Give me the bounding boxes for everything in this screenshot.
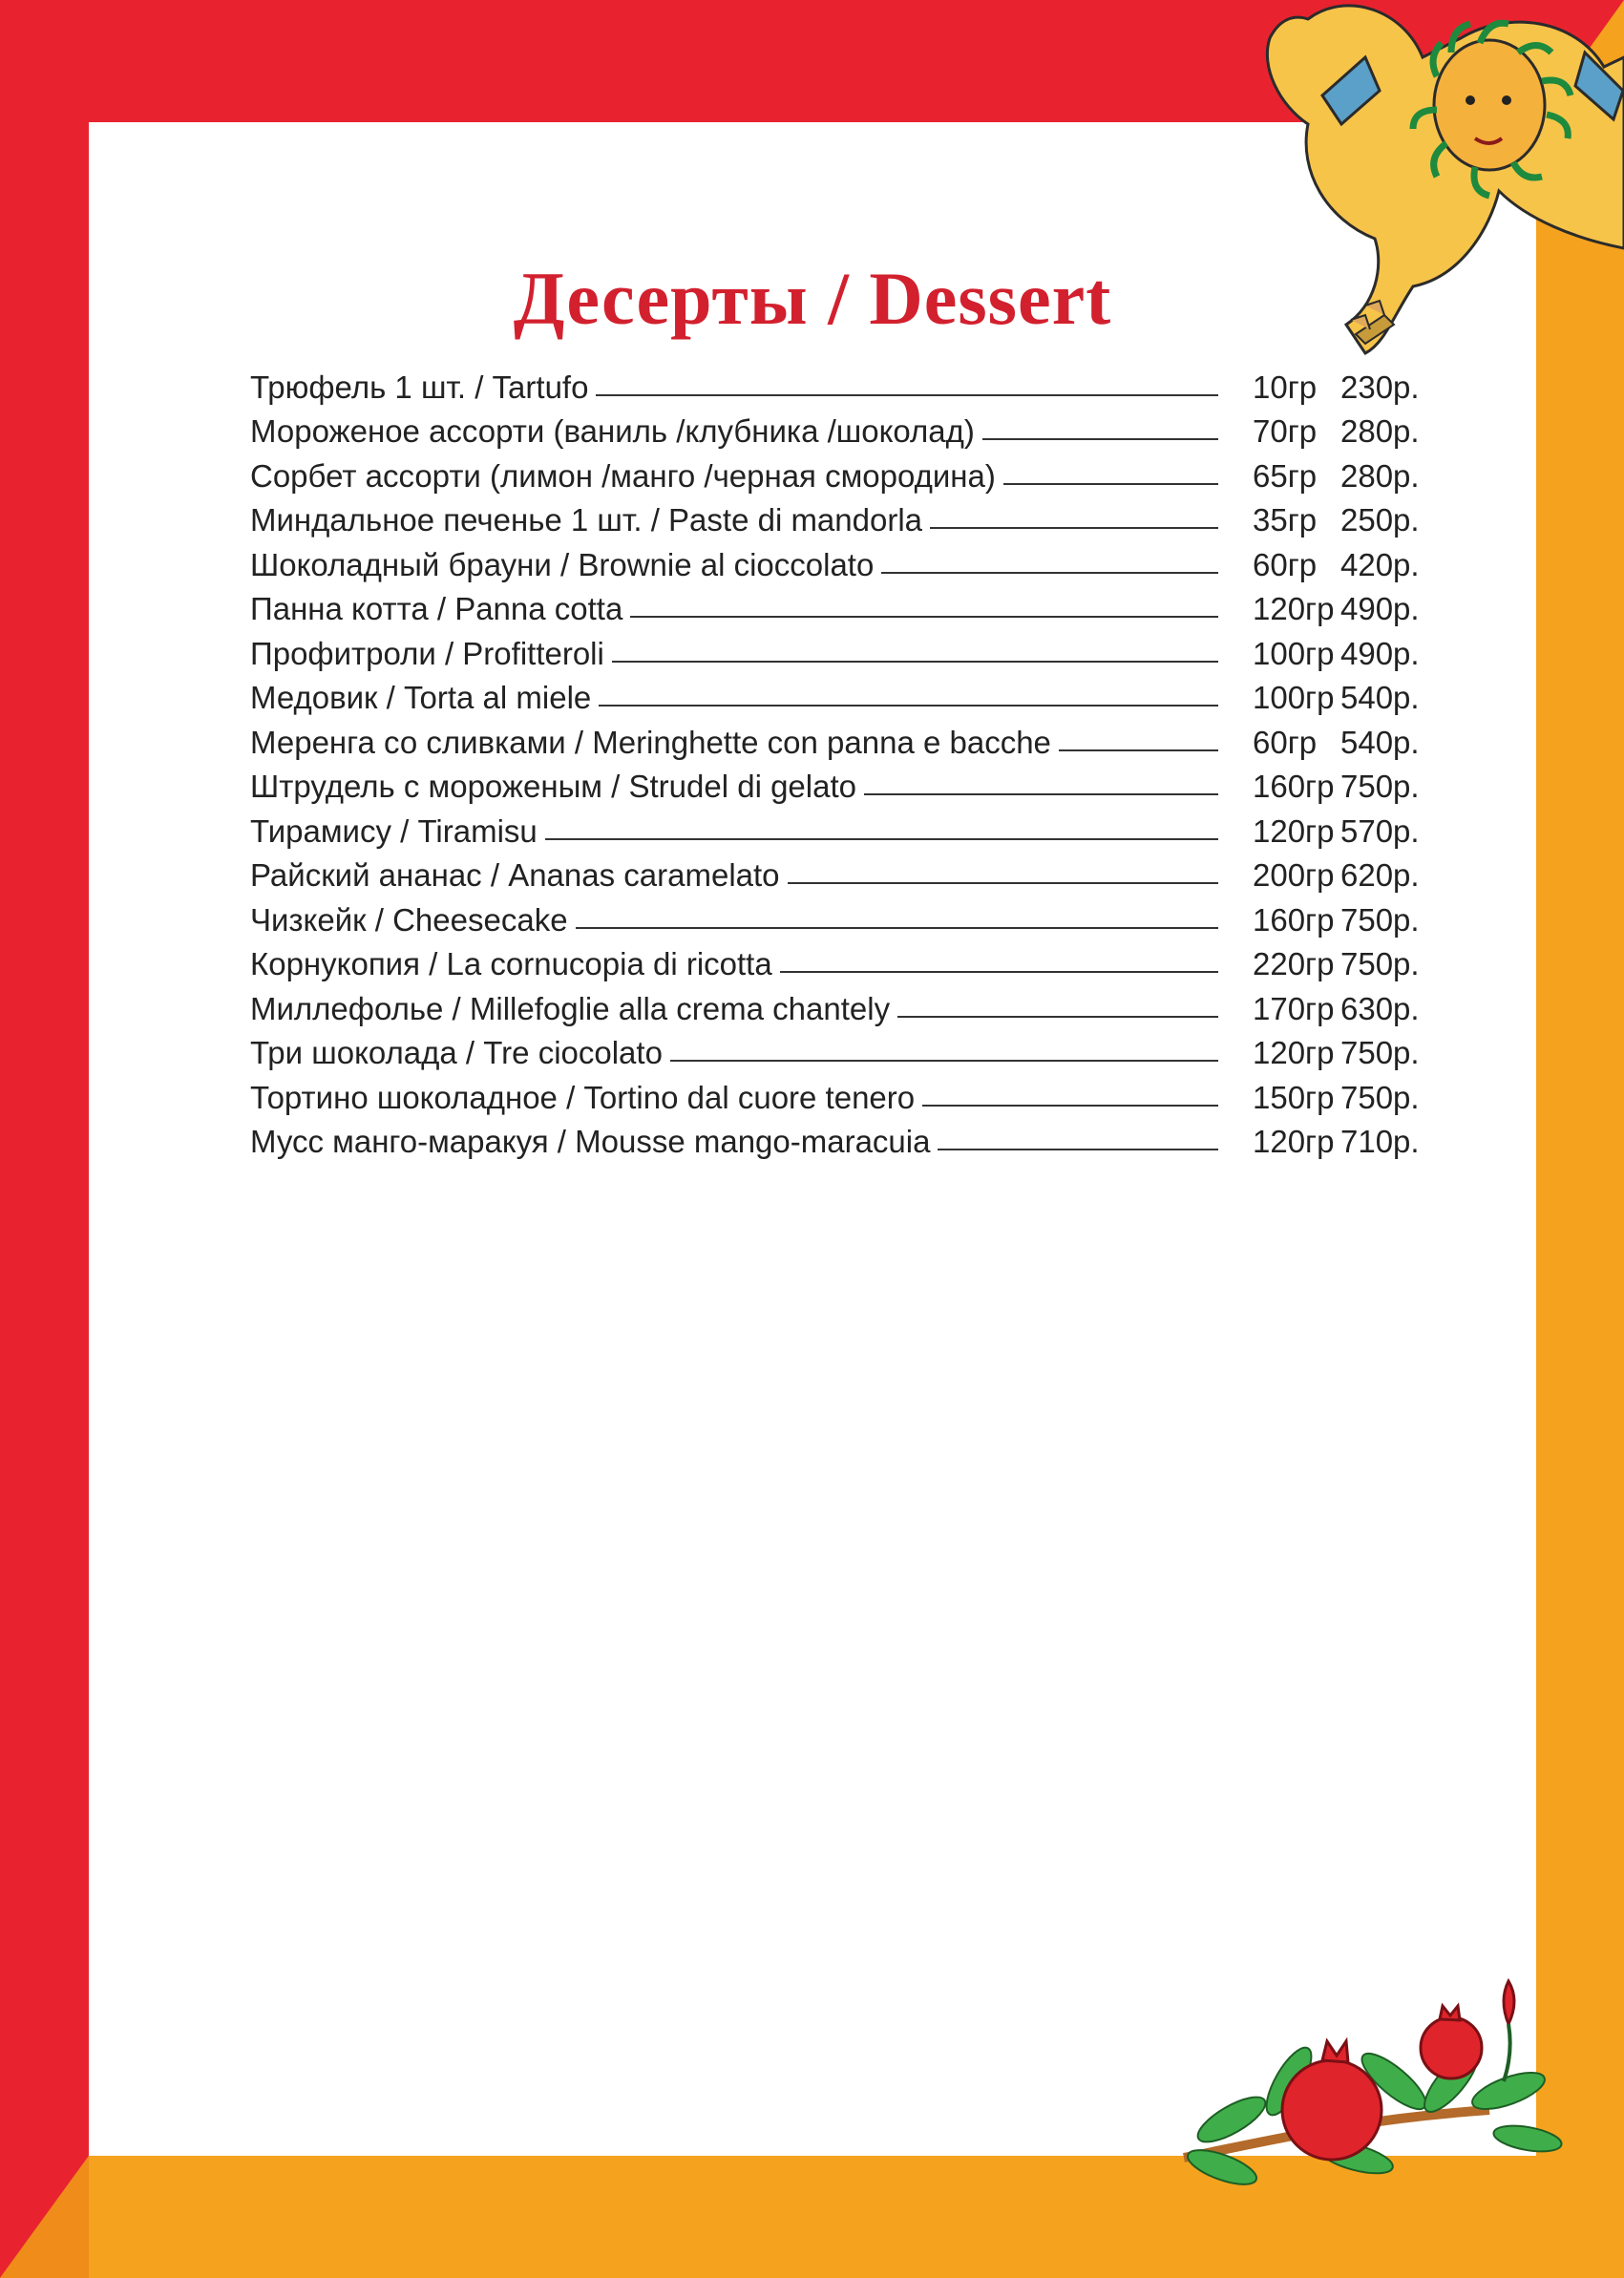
menu-item	[250, 1071, 1424, 1116]
item-name: Мусс манго-маракуя / Mousse mango-maracuia	[250, 1124, 931, 1159]
menu-item	[250, 495, 1424, 539]
menu-item	[250, 1116, 1424, 1161]
item-name: Шоколадный брауни / Brownie al cioccolato	[250, 546, 875, 582]
item-price: 620р.	[1340, 857, 1420, 893]
item-weight: 200гр	[1253, 857, 1335, 893]
item-price: 490р.	[1340, 635, 1420, 671]
item-price: 280р.	[1340, 457, 1420, 494]
item-weight: 220гр	[1253, 946, 1335, 981]
item-price: 710р.	[1340, 1124, 1420, 1159]
item-name: Штрудель с мороженым / Strudel di gelato	[250, 769, 856, 804]
leader-line	[938, 1149, 1218, 1150]
item-name: Чизкейк / Cheesecake	[250, 901, 568, 938]
item-name: Меренга со сливками / Meringhette con panna e bacche	[250, 724, 1051, 760]
leader-line	[576, 927, 1218, 929]
leader-line	[545, 838, 1218, 840]
menu-item	[250, 850, 1424, 895]
leader-line	[922, 1105, 1218, 1107]
item-name: Тортино шоколадное / Tortino dal cuore tenero	[250, 1079, 916, 1115]
leader-line	[930, 527, 1218, 529]
item-weight: 150гр	[1253, 1079, 1335, 1115]
item-price: 280р.	[1340, 413, 1420, 449]
item-price: 540р.	[1340, 680, 1420, 715]
item-price: 750р.	[1340, 1079, 1420, 1115]
item-weight: 120гр	[1253, 1035, 1335, 1070]
leader-line	[599, 705, 1218, 707]
item-price: 630р.	[1340, 990, 1420, 1026]
leader-line	[630, 616, 1218, 618]
item-weight: 65гр	[1253, 457, 1318, 494]
item-name: Панна котта / Pannа cotta	[250, 591, 623, 626]
item-name: Сорбет ассорти (лимон /манго /черная смородина)	[250, 457, 996, 494]
leader-line	[1003, 483, 1218, 485]
item-name: Профитроли / Profitteroli	[250, 635, 604, 671]
menu-item	[250, 406, 1424, 451]
item-name: Райский ананас / Ananas caramelato	[250, 857, 780, 893]
item-weight: 100гр	[1253, 635, 1335, 671]
item-price: 420р.	[1340, 546, 1420, 582]
item-weight: 70гр	[1253, 413, 1318, 449]
leader-line	[864, 793, 1218, 795]
item-name: Медовик / Torta al miele	[250, 680, 592, 715]
leader-line	[881, 572, 1218, 574]
item-price: 250р.	[1340, 502, 1420, 538]
item-weight: 160гр	[1253, 769, 1335, 804]
item-name: Корнукопия / La cornucopia di ricotta	[250, 946, 772, 981]
item-weight: 170гр	[1253, 990, 1335, 1026]
pomegranate-icon	[1165, 1967, 1566, 2205]
item-weight: 60гр	[1253, 724, 1318, 760]
item-name: Миллефолье / Millefoglie alla crema chantely	[250, 990, 891, 1026]
item-weight: 120гр	[1253, 591, 1335, 626]
leader-line	[788, 882, 1218, 884]
item-weight: 160гр	[1253, 901, 1335, 938]
menu-item	[250, 939, 1424, 983]
menu-item	[250, 627, 1424, 672]
menu-item	[250, 450, 1424, 495]
menu-item	[250, 538, 1424, 583]
item-weight: 100гр	[1253, 680, 1335, 715]
item-name: Трюфель 1 шт. / Tartufo	[250, 369, 589, 405]
item-price: 570р.	[1340, 812, 1420, 849]
item-weight: 10гр	[1253, 369, 1318, 405]
item-name: Миндальное печенье 1 шт. / Paste di mandorla	[250, 502, 923, 538]
item-name: Три шоколада / Tre ciocolato	[250, 1035, 663, 1070]
item-weight: 120гр	[1253, 812, 1335, 849]
leader-line	[612, 661, 1218, 663]
item-price: 750р.	[1340, 901, 1420, 938]
item-price: 750р.	[1340, 1035, 1420, 1070]
item-name: Мороженое ассорти (ваниль /клубника /шоколад)	[250, 413, 975, 449]
menu-item	[250, 716, 1424, 761]
leader-line	[596, 394, 1218, 396]
item-price: 750р.	[1340, 946, 1420, 981]
item-price: 540р.	[1340, 724, 1420, 760]
item-weight: 120гр	[1253, 1124, 1335, 1159]
menu-item	[250, 583, 1424, 628]
item-name: Тирамису / Tiramisu	[250, 812, 538, 849]
dessert-list	[250, 361, 1424, 1160]
leader-line	[780, 971, 1218, 973]
menu-item	[250, 761, 1424, 806]
item-price: 230р.	[1340, 369, 1420, 405]
leader-line	[982, 438, 1218, 440]
leader-line	[1059, 749, 1218, 751]
item-price: 750р.	[1340, 769, 1420, 804]
menu-item	[250, 982, 1424, 1027]
menu-title: Десерты / Dessert	[513, 257, 1112, 340]
item-weight: 35гр	[1253, 502, 1318, 538]
menu-item	[250, 672, 1424, 717]
menu-item	[250, 361, 1424, 406]
menu-item	[250, 1027, 1424, 1072]
leader-line	[897, 1016, 1218, 1018]
menu-item	[250, 805, 1424, 850]
leader-line	[670, 1060, 1218, 1062]
item-weight: 60гр	[1253, 546, 1318, 582]
item-price: 490р.	[1340, 591, 1420, 626]
menu-item	[250, 894, 1424, 939]
